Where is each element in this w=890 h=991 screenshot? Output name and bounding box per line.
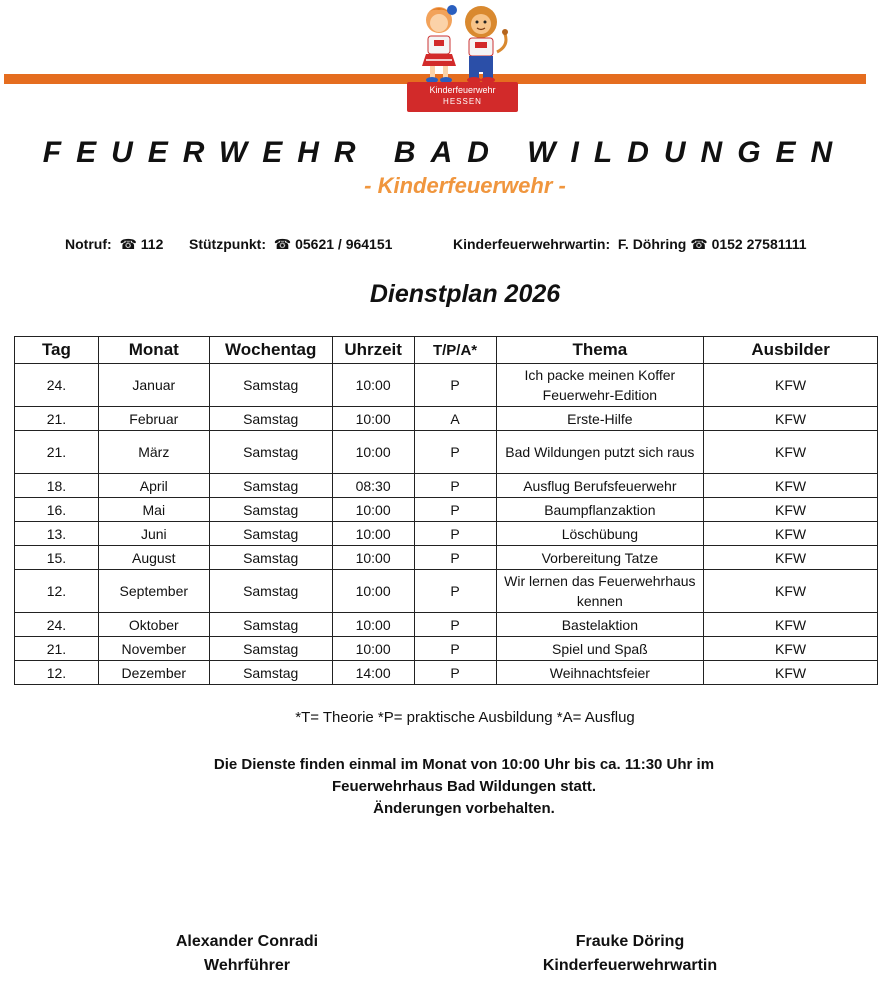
cell-tag: 21. (15, 431, 99, 474)
logo-badge-line2: HESSEN (443, 97, 482, 106)
note-line-1: Die Dienste finden einmal im Monat von 10:00 Uhr bis ca. 11:30 Uhr im (213, 756, 715, 773)
cell-tpa: P (414, 498, 496, 522)
cell-monat: Juni (98, 522, 209, 546)
cell-tag: 12. (15, 661, 99, 685)
table-row (15, 613, 878, 637)
cell-tpa: P (414, 522, 496, 546)
signature-name: Frauke Döring (575, 933, 685, 950)
column-header-monat: Monat (98, 337, 209, 364)
cell-monat: Dezember (98, 661, 209, 685)
cell-tpa: P (414, 661, 496, 685)
signature-role: Kinderfeuerwehrwartin (542, 957, 718, 974)
cell-wochentag: Samstag (209, 661, 332, 685)
cell-wochentag: Samstag (209, 364, 332, 407)
contact-stuetzpunkt (189, 236, 392, 253)
page-subtitle: - Kinderfeuerwehr - (364, 173, 566, 198)
plan-title: Dienstplan 2026 (369, 280, 561, 308)
cell-uhrzeit: 10:00 (332, 364, 414, 407)
stuetzpunkt-value: ☎ 05621 / 964151 (273, 236, 393, 252)
contact-notruf (65, 236, 163, 253)
cell-thema: Weihnachtsfeier (496, 661, 704, 685)
cell-tpa: P (414, 364, 496, 407)
signature-role: Wehrführer (204, 957, 290, 974)
cell-thema: Baumpflanzaktion (496, 498, 704, 522)
cell-tag: 13. (15, 522, 99, 546)
cell-wochentag: Samstag (209, 407, 332, 431)
mascot-figures-icon (405, 2, 520, 86)
cell-thema: Löschübung (496, 522, 704, 546)
notruf-label: Notruf: (65, 236, 112, 252)
cell-thema: Vorbereitung Tatze (496, 546, 704, 570)
cell-monat: April (98, 474, 209, 498)
cell-thema: Bad Wildungen putzt sich raus (496, 431, 704, 474)
note-line-2: Feuerwehrhaus Bad Wildungen statt. (331, 778, 597, 795)
cell-ausbilder: KFW (704, 613, 878, 637)
cell-monat: September (98, 570, 209, 613)
column-header-tag: Tag (15, 337, 99, 364)
cell-ausbilder: KFW (704, 546, 878, 570)
dienstplan-table (14, 336, 878, 685)
contact-wartin (453, 236, 807, 253)
table-row (15, 407, 878, 431)
note-line-3: Änderungen vorbehalten. (373, 800, 555, 817)
signature-wartin (505, 930, 755, 978)
cell-ausbilder: KFW (704, 498, 878, 522)
table-row (15, 431, 878, 474)
cell-wochentag: Samstag (209, 474, 332, 498)
cell-uhrzeit: 10:00 (332, 407, 414, 431)
cell-uhrzeit: 10:00 (332, 613, 414, 637)
cell-wochentag: Samstag (209, 498, 332, 522)
cell-wochentag: Samstag (209, 431, 332, 474)
stuetzpunkt-label: Stützpunkt: (189, 236, 266, 252)
cell-ausbilder: KFW (704, 474, 878, 498)
table-row (15, 661, 878, 685)
column-header-wochentag: Wochentag (209, 337, 332, 364)
table-row (15, 474, 878, 498)
cell-tpa: P (414, 431, 496, 474)
cell-ausbilder: KFW (704, 661, 878, 685)
cell-tag: 15. (15, 546, 99, 570)
signature-name: Alexander Conradi (175, 933, 319, 950)
cell-tag: 21. (15, 407, 99, 431)
table-body (15, 364, 878, 685)
cell-monat: Januar (98, 364, 209, 407)
table-row (15, 498, 878, 522)
cell-tpa: A (414, 407, 496, 431)
table-row (15, 570, 878, 613)
logo-badge (407, 82, 518, 112)
cell-tpa: P (414, 546, 496, 570)
cell-thema: Spiel und Spaß (496, 637, 704, 661)
logo-badge-line1: Kinderfeuerwehr (429, 85, 496, 95)
table-header-row (15, 337, 878, 364)
page-title: FEUERWEHR BAD WILDUNGEN (42, 136, 848, 169)
cell-monat: Mai (98, 498, 209, 522)
cell-tag: 18. (15, 474, 99, 498)
cell-uhrzeit: 10:00 (332, 546, 414, 570)
column-header-tpa: T/P/A* (414, 337, 496, 364)
cell-uhrzeit: 10:00 (332, 522, 414, 546)
cell-wochentag: Samstag (209, 522, 332, 546)
signature-wehrfuehrer (147, 930, 347, 978)
cell-thema: Wir lernen das Feuerwehrhaus kennen (496, 570, 704, 613)
cell-ausbilder: KFW (704, 431, 878, 474)
cell-tpa: P (414, 570, 496, 613)
cell-monat: Februar (98, 407, 209, 431)
table-row (15, 364, 878, 407)
cell-wochentag: Samstag (209, 637, 332, 661)
cell-wochentag: Samstag (209, 570, 332, 613)
legend-text: *T= Theorie *P= praktische Ausbildung *A= Ausflug (295, 709, 635, 726)
cell-wochentag: Samstag (209, 546, 332, 570)
column-header-ausbilder: Ausbilder (704, 337, 878, 364)
cell-thema: Ausflug Berufsfeuerwehr (496, 474, 704, 498)
cell-ausbilder: KFW (704, 522, 878, 546)
column-header-uhrzeit: Uhrzeit (332, 337, 414, 364)
cell-ausbilder: KFW (704, 570, 878, 613)
cell-tpa: P (414, 637, 496, 661)
cell-tag: 24. (15, 364, 99, 407)
cell-tag: 24. (15, 613, 99, 637)
cell-ausbilder: KFW (704, 364, 878, 407)
column-header-thema: Thema (496, 337, 704, 364)
cell-uhrzeit: 10:00 (332, 637, 414, 661)
cell-uhrzeit: 10:00 (332, 570, 414, 613)
cell-uhrzeit: 10:00 (332, 498, 414, 522)
cell-tpa: P (414, 474, 496, 498)
cell-tag: 12. (15, 570, 99, 613)
cell-uhrzeit: 08:30 (332, 474, 414, 498)
cell-monat: August (98, 546, 209, 570)
table-row (15, 522, 878, 546)
cell-tpa: P (414, 613, 496, 637)
cell-ausbilder: KFW (704, 637, 878, 661)
schedule-note (0, 754, 890, 820)
cell-wochentag: Samstag (209, 613, 332, 637)
table-row (15, 637, 878, 661)
table-row (15, 546, 878, 570)
wartin-label: Kinderfeuerwehrwartin: (453, 236, 611, 252)
cell-ausbilder: KFW (704, 407, 878, 431)
cell-tag: 21. (15, 637, 99, 661)
cell-thema: Erste-Hilfe (496, 407, 704, 431)
wartin-value: F. Döhring ☎ 0152 27581111 (617, 236, 807, 252)
cell-monat: März (98, 431, 209, 474)
cell-monat: Oktober (98, 613, 209, 637)
cell-tag: 16. (15, 498, 99, 522)
cell-uhrzeit: 14:00 (332, 661, 414, 685)
cell-uhrzeit: 10:00 (332, 431, 414, 474)
notruf-value: ☎ 112 (119, 236, 164, 252)
cell-thema: Bastelaktion (496, 613, 704, 637)
cell-monat: November (98, 637, 209, 661)
cell-thema: Ich packe meinen Koffer Feuerwehr-Edition (496, 364, 704, 407)
kinderfeuerwehr-logo (405, 2, 520, 112)
